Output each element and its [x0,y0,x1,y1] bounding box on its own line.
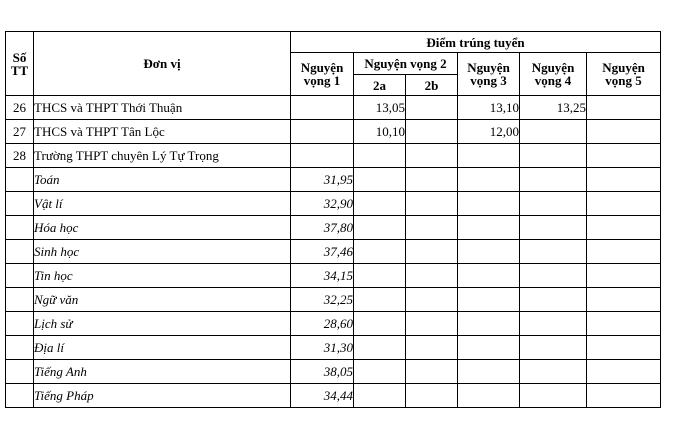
subject-name: Tiếng Pháp [34,384,291,408]
cell-nv4 [520,168,587,192]
cell-nv5 [587,96,661,120]
cell-nv3 [458,240,520,264]
cell-nv4 [520,360,587,384]
subject-name: Lịch sử [34,312,291,336]
cell-nv3 [458,336,520,360]
cell-nv2b [406,192,458,216]
cell-nv4 [520,336,587,360]
cell-nv5 [587,240,661,264]
cell-nv2b [406,144,458,168]
subject-name: Tin học [34,264,291,288]
subject-name: Ngữ văn [34,288,291,312]
cell-nv3 [458,216,520,240]
header-nguyen-vong-3 [458,53,520,96]
table-row [6,144,661,168]
subject-score-nv1: 28,60 [291,312,354,336]
row-stt-empty [6,216,34,240]
header-nguyen-vong-2: Nguyện vọng 2 [354,53,458,75]
cell-nv3: 13,10 [458,96,520,120]
cell-nv2a [354,360,406,384]
cell-nv5 [587,144,661,168]
cell-nv5 [587,120,661,144]
subject-score-nv1: 38,05 [291,360,354,384]
cell-nv1 [291,120,354,144]
header-nguyen-vong-4 [520,53,587,96]
subject-row [6,288,661,312]
row-stt: 28 [6,144,34,168]
cell-nv4 [520,144,587,168]
subject-name: Hóa học [34,216,291,240]
cell-nv4 [520,120,587,144]
cell-nv3 [458,168,520,192]
subject-row [6,192,661,216]
header-stt-line1: Số [12,49,27,65]
cell-nv2a [354,384,406,408]
row-stt-empty [6,168,34,192]
cell-nv4 [520,288,587,312]
cell-nv2b [406,384,458,408]
cell-nv2a [354,288,406,312]
row-stt: 27 [6,120,34,144]
cell-nv3 [458,360,520,384]
cell-nv2a: 13,05 [354,96,406,120]
row-stt-empty [6,288,34,312]
cell-nv4 [520,264,587,288]
header-nv4-line1: Nguyện [531,60,575,75]
cell-nv4: 13,25 [520,96,587,120]
table-row [6,120,661,144]
subject-score-nv1: 37,46 [291,240,354,264]
admission-scores-table [5,31,661,408]
table-row [6,96,661,120]
cell-nv3: 12,00 [458,120,520,144]
subject-score-nv1: 37,80 [291,216,354,240]
cell-nv2b [406,360,458,384]
row-stt-empty [6,336,34,360]
cell-nv3 [458,264,520,288]
row-stt-empty [6,360,34,384]
row-unit-name: THCS và THPT Tân Lộc [34,120,291,144]
row-unit-name: Trường THPT chuyên Lý Tự Trọng [34,144,291,168]
subject-row [6,168,661,192]
cell-nv3 [458,384,520,408]
subject-name: Địa lí [34,336,291,360]
subject-name: Toán [34,168,291,192]
cell-nv4 [520,384,587,408]
row-stt: 26 [6,96,34,120]
header-nv4-line2: vọng 4 [534,73,572,88]
subject-score-nv1: 32,25 [291,288,354,312]
cell-nv3 [458,288,520,312]
cell-nv2a [354,336,406,360]
cell-nv2a: 10,10 [354,120,406,144]
cell-nv2a [354,168,406,192]
subject-row [6,360,661,384]
header-nguyen-vong-2a: 2a [354,75,406,96]
subject-score-nv1: 31,95 [291,168,354,192]
cell-nv1 [291,96,354,120]
cell-nv5 [587,168,661,192]
subject-row [6,312,661,336]
cell-nv2b [406,120,458,144]
cell-nv4 [520,216,587,240]
cell-nv2a [354,312,406,336]
row-unit-name: THCS và THPT Thới Thuận [34,96,291,120]
subject-name: Sinh học [34,240,291,264]
cell-nv4 [520,240,587,264]
subject-row [6,240,661,264]
cell-nv5 [587,192,661,216]
subject-score-nv1: 31,30 [291,336,354,360]
cell-nv2b [406,96,458,120]
header-nv5-line2: vọng 5 [605,73,642,88]
cell-nv2a [354,264,406,288]
cell-nv2b [406,288,458,312]
header-stt-line2: TT [10,62,29,78]
row-stt-empty [6,312,34,336]
subject-score-nv1: 34,15 [291,264,354,288]
cell-nv5 [587,288,661,312]
cell-nv4 [520,192,587,216]
subject-row [6,216,661,240]
row-stt-empty [6,264,34,288]
cell-nv2a [354,216,406,240]
cell-nv2b [406,168,458,192]
subject-row [6,384,661,408]
header-diem-trung-tuyen: Điểm trúng tuyển [291,32,661,53]
cell-nv5 [587,360,661,384]
row-stt-empty [6,384,34,408]
header-nguyen-vong-1 [291,53,354,96]
header-nguyen-vong-5 [587,53,661,96]
subject-row [6,264,661,288]
cell-nv5 [587,312,661,336]
subject-row [6,336,661,360]
cell-nv4 [520,312,587,336]
header-don-vi: Đơn vị [34,32,291,96]
row-stt-empty [6,240,34,264]
header-nv3-line1: Nguyện [467,60,510,75]
cell-nv3 [458,144,520,168]
cell-nv5 [587,264,661,288]
cell-nv2b [406,312,458,336]
cell-nv5 [587,336,661,360]
cell-nv2a [354,240,406,264]
cell-nv3 [458,312,520,336]
row-stt-empty [6,192,34,216]
cell-nv2b [406,216,458,240]
subject-score-nv1: 32,90 [291,192,354,216]
cell-nv5 [587,384,661,408]
header-nguyen-vong-2b: 2b [406,75,458,96]
cell-nv2b [406,336,458,360]
subject-score-nv1: 34,44 [291,384,354,408]
cell-nv5 [587,216,661,240]
cell-nv2b [406,240,458,264]
subject-name: Vật lí [34,192,291,216]
subject-name: Tiếng Anh [34,360,291,384]
header-nv5-line1: Nguyện [602,60,645,75]
cell-nv2a [354,192,406,216]
header-nv1-line2: vọng 1 [303,73,341,88]
cell-nv2a [354,144,406,168]
cell-nv1 [291,144,354,168]
cell-nv3 [458,192,520,216]
header-stt [6,32,34,96]
header-nv3-line2: vọng 3 [470,73,507,88]
header-nv1-line1: Nguyện [300,60,344,75]
cell-nv2b [406,264,458,288]
